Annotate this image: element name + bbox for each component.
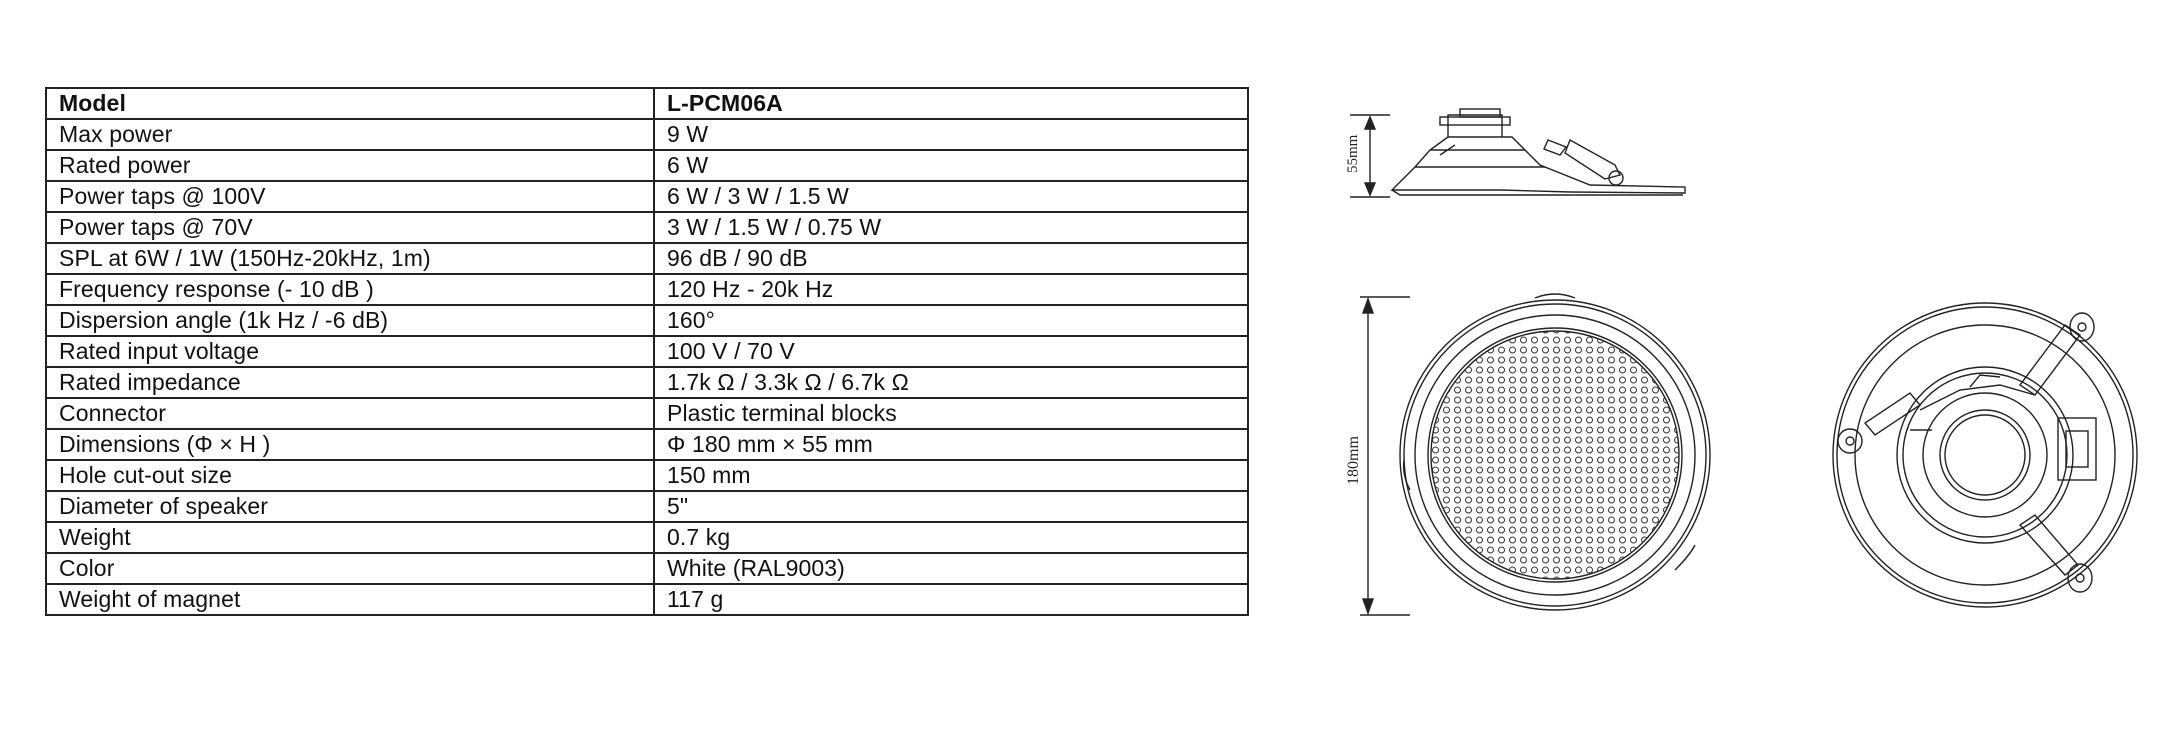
table-row [46, 181, 1248, 212]
table-row [46, 460, 1248, 491]
row-label: Connector [46, 398, 654, 429]
row-label: Power taps @ 70V [46, 212, 654, 243]
row-value: White (RAL9003) [654, 553, 1248, 584]
spec-table [45, 87, 1249, 616]
row-value: Φ 180 mm × 55 mm [654, 429, 1248, 460]
row-label: SPL at 6W / 1W (150Hz-20kHz, 1m) [46, 243, 654, 274]
table-row [46, 491, 1248, 522]
table-row [46, 553, 1248, 584]
table-row [46, 398, 1248, 429]
row-value: 150 mm [654, 460, 1248, 491]
row-label: Rated power [46, 150, 654, 181]
row-label: Dispersion angle (1k Hz / -6 dB) [46, 305, 654, 336]
row-value: 100 V / 70 V [654, 336, 1248, 367]
table-row [46, 119, 1248, 150]
table-row [46, 305, 1248, 336]
row-value: 96 dB / 90 dB [654, 243, 1248, 274]
row-value: 1.7k Ω / 3.3k Ω / 6.7k Ω [654, 367, 1248, 398]
row-value: 5" [654, 491, 1248, 522]
back-view-drawing [1833, 303, 2137, 607]
row-value: 160° [654, 305, 1248, 336]
row-label: Rated impedance [46, 367, 654, 398]
row-value: 3 W / 1.5 W / 0.75 W [654, 212, 1248, 243]
row-value: 117 g [654, 584, 1248, 615]
front-view-drawing [1345, 294, 1710, 615]
side-height-label: 55mm [1345, 134, 1361, 173]
header-value: L-PCM06A [654, 88, 1248, 119]
row-label: Dimensions (Φ × H ) [46, 429, 654, 460]
speaker-drawings [1320, 95, 2140, 635]
row-label: Color [46, 553, 654, 584]
table-row [46, 150, 1248, 181]
row-label: Max power [46, 119, 654, 150]
table-row [46, 584, 1248, 615]
row-label: Hole cut-out size [46, 460, 654, 491]
front-diameter-label: 180mm [1345, 436, 1362, 485]
row-label: Power taps @ 100V [46, 181, 654, 212]
table-header-row [46, 88, 1248, 119]
table-row [46, 336, 1248, 367]
table-row [46, 522, 1248, 553]
table-row [46, 367, 1248, 398]
row-value: Plastic terminal blocks [654, 398, 1248, 429]
row-value: 6 W [654, 150, 1248, 181]
row-value: 9 W [654, 119, 1248, 150]
row-value: 6 W / 3 W / 1.5 W [654, 181, 1248, 212]
table-row [46, 274, 1248, 305]
row-label: Weight of magnet [46, 584, 654, 615]
row-value: 0.7 kg [654, 522, 1248, 553]
row-label: Frequency response (- 10 dB ) [46, 274, 654, 305]
table-row [46, 243, 1248, 274]
header-label: Model [46, 88, 654, 119]
side-view-drawing [1345, 109, 1685, 197]
row-label: Rated input voltage [46, 336, 654, 367]
row-value: 120 Hz - 20k Hz [654, 274, 1248, 305]
table-row [46, 212, 1248, 243]
row-label: Weight [46, 522, 654, 553]
table-row [46, 429, 1248, 460]
row-label: Diameter of speaker [46, 491, 654, 522]
